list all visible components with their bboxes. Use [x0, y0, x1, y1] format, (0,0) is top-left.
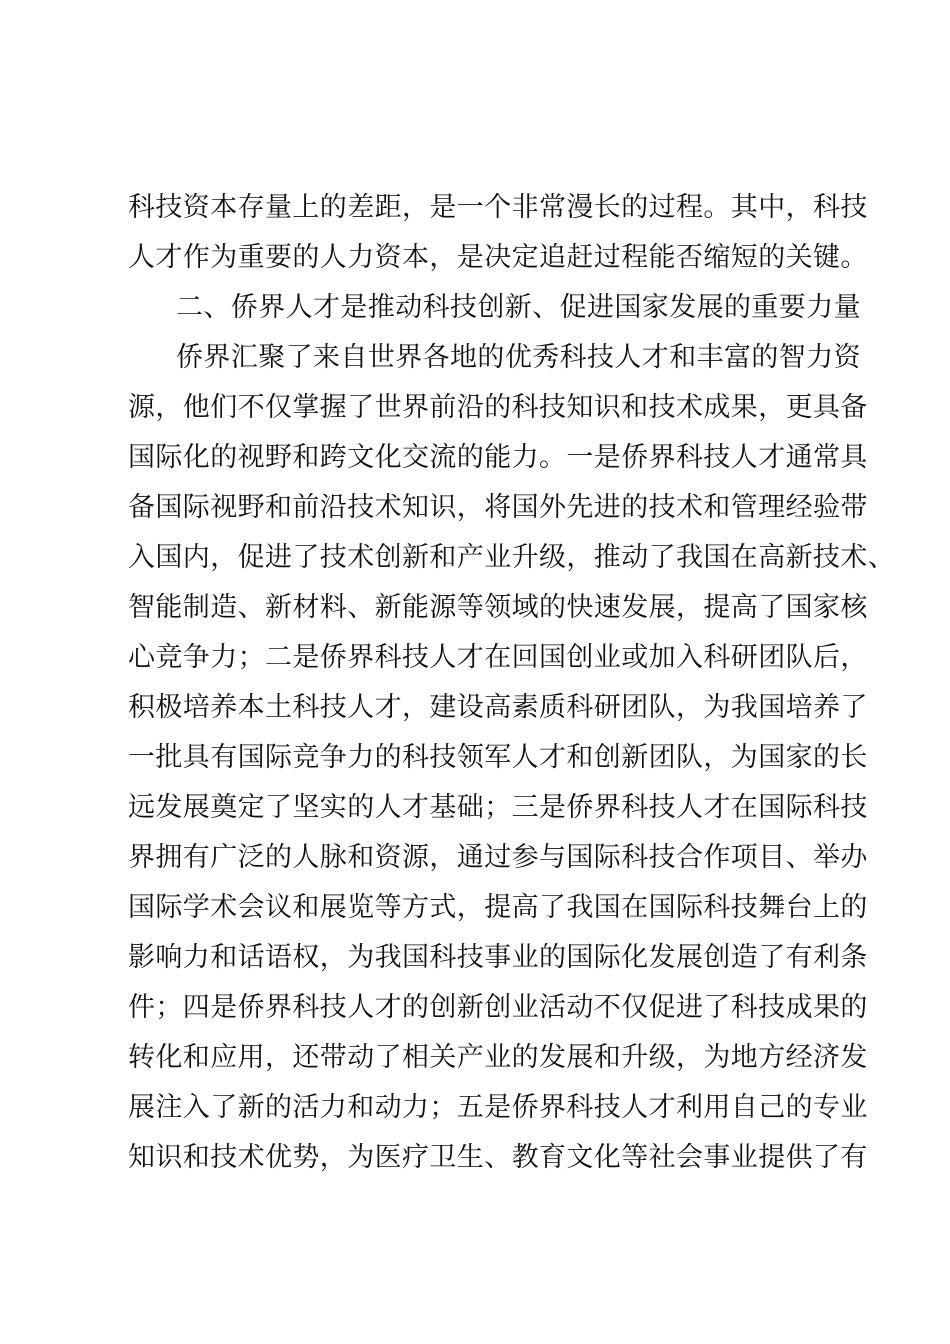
- text-line: 影响力和话语权，为我国科技事业的国际化发展创造了有利条: [128, 942, 868, 973]
- paragraph-first-line: 侨界汇聚了来自世界各地的优秀科技人才和丰富的智力资: [176, 342, 861, 373]
- text-line: 远发展奠定了坚实的人才基础；三是侨界科技人才在国际科技: [128, 792, 868, 823]
- text-line: 入国内，促进了技术创新和产业升级，推动了我国在高新技术、: [128, 542, 896, 573]
- text-line: 备国际视野和前沿技术知识，将国外先进的技术和管理经验带: [128, 492, 868, 523]
- section-heading: 二、侨界人才是推动科技创新、促进国家发展的重要力量: [176, 292, 861, 323]
- text-line: 界拥有广泛的人脉和资源，通过参与国际科技合作项目、举办: [128, 842, 868, 873]
- text-line: 源，他们不仅掌握了世界前沿的科技知识和技术成果，更具备: [128, 392, 868, 423]
- text-line: 展注入了新的活力和动力；五是侨界科技人才利用自己的专业: [128, 1092, 868, 1123]
- text-line: 国际化的视野和跨文化交流的能力。一是侨界科技人才通常具: [128, 442, 868, 473]
- text-line: 积极培养本土科技人才，建设高素质科研团队，为我国培养了: [128, 692, 868, 723]
- text-line: 智能制造、新材料、新能源等领域的快速发展，提高了国家核: [128, 592, 868, 623]
- text-line: 国际学术会议和展览等方式，提高了我国在国际科技舞台上的: [128, 892, 868, 923]
- text-line: 心竞争力；二是侨界科技人才在回国创业或加入科研团队后，: [128, 642, 868, 673]
- text-line: 件；四是侨界科技人才的创新创业活动不仅促进了科技成果的: [128, 992, 868, 1023]
- text-line: 科技资本存量上的差距，是一个非常漫长的过程。其中，科技: [128, 192, 868, 223]
- text-line: 知识和技术优势，为医疗卫生、教育文化等社会事业提供了有: [128, 1142, 868, 1173]
- text-line: 一批具有国际竞争力的科技领军人才和创新团队，为国家的长: [128, 742, 868, 773]
- text-line: 转化和应用，还带动了相关产业的发展和升级，为地方经济发: [128, 1042, 868, 1073]
- text-line: 人才作为重要的人力资本，是决定追赶过程能否缩短的关键。: [128, 242, 868, 273]
